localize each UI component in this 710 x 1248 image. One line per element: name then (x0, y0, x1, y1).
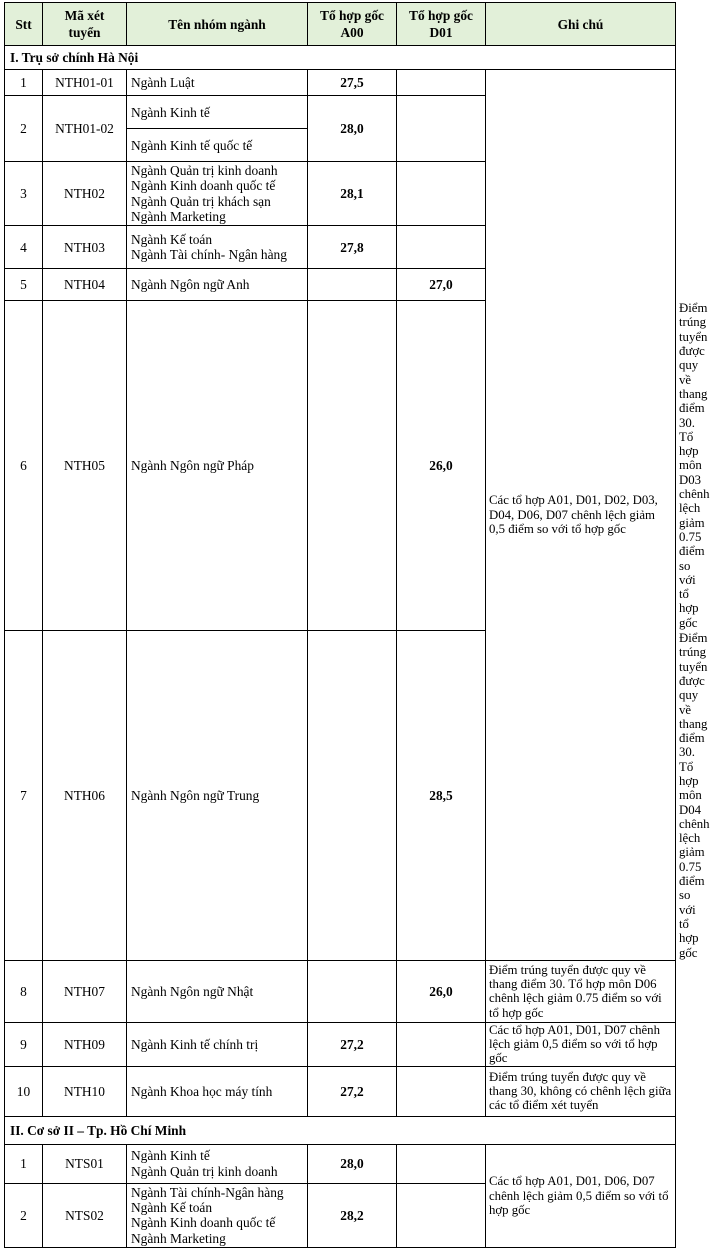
cell-d01 (397, 162, 486, 226)
cell-a00: 28,2 (308, 1183, 397, 1247)
cell-nganh: Ngành Luật (127, 70, 308, 96)
cell-a00: 27,2 (308, 1022, 397, 1066)
table-row: 6 NTH05 Ngành Ngôn ngữ Pháp 26,0 Điểm trúng tuyển được quy về thang điểm 30. Tổ hợp môn D03 chênh lệch giảm 0.75 điểm so với tổ hợp gốc (5, 301, 676, 631)
cell-ma: NTH05 (43, 301, 127, 631)
table-row (5, 960, 676, 1022)
note-group-hcm: Các tổ hợp A01, D01, D06, D07 chênh lệch giảm 0,5 điểm so với tổ hợp gốc (486, 1144, 676, 1247)
cell-d01 (397, 226, 486, 269)
cell-stt: 2 (5, 96, 43, 162)
header-ghi-chu: Ghi chú (486, 3, 676, 46)
cell-a00 (308, 960, 397, 1022)
cell-stt: 8 (5, 960, 43, 1022)
cell-nganh: Ngành Ngôn ngữ Trung (127, 631, 308, 961)
section-title-hcm: II. Cơ sở II – Tp. Hồ Chí Minh (5, 1116, 676, 1144)
nganh-line: Ngành Kinh doanh quốc tế (131, 178, 276, 194)
cell-stt: 4 (5, 226, 43, 269)
cell-stt: 1 (5, 1144, 43, 1183)
cell-ma: NTH04 (43, 269, 127, 301)
cell-nganh (127, 226, 308, 269)
header-d01: Tổ hợp gốc D01 (397, 3, 486, 46)
table-row (5, 1022, 676, 1066)
table-row (5, 1066, 676, 1116)
cell-nganh: Ngành Kinh tế chính trị (127, 1022, 308, 1066)
cell-nganh: Ngành Kinh tế quốc tế (127, 129, 308, 162)
cell-a00 (308, 301, 397, 631)
admission-score-table (4, 2, 710, 1248)
cell-d01 (397, 1066, 486, 1116)
cell-a00 (308, 631, 397, 961)
cell-nganh (127, 162, 308, 226)
table-row (5, 70, 676, 96)
cell-ma: NTS02 (43, 1183, 127, 1247)
cell-d01: 26,0 (397, 301, 486, 631)
cell-ma: NTH01-01 (43, 70, 127, 96)
nganh-line: Ngành Marketing (131, 1230, 226, 1246)
cell-a00 (308, 269, 397, 301)
table-row (5, 1144, 676, 1183)
cell-a00: 28,1 (308, 162, 397, 226)
cell-nganh: Ngành Khoa học máy tính (127, 1066, 308, 1116)
cell-d01 (397, 70, 486, 96)
table-header-row (5, 3, 676, 46)
cell-ma: NTH07 (43, 960, 127, 1022)
cell-a00: 28,0 (308, 96, 397, 162)
cell-d01 (397, 1022, 486, 1066)
cell-d01: 26,0 (397, 960, 486, 1022)
nganh-line: Ngành Kinh tế (131, 1148, 210, 1164)
header-stt: Stt (5, 3, 43, 46)
cell-nganh: Ngành Kinh tế (127, 96, 308, 129)
header-ten-nhom-nganh: Tên nhóm ngành (127, 3, 308, 46)
cell-d01: 28,5 (397, 631, 486, 961)
cell-stt: 5 (5, 269, 43, 301)
section-title-hanoi: I. Trụ sở chính Hà Nội (5, 46, 676, 70)
nganh-line: Ngành Kế toán (131, 1200, 213, 1216)
nganh-line: Ngành Marketing (131, 208, 226, 224)
cell-ma: NTH01-02 (43, 96, 127, 162)
cell-stt: 9 (5, 1022, 43, 1066)
cell-ma: NTH02 (43, 162, 127, 226)
cell-ma: NTS01 (43, 1144, 127, 1183)
note-group-hanoi: Các tổ hợp A01, D01, D02, D03, D04, D06, D07 chênh lệch giảm 0,5 điểm so với tổ hợp gốc (486, 70, 676, 961)
cell-nganh: Ngành Ngôn ngữ Nhật (127, 960, 308, 1022)
cell-a00: 27,8 (308, 226, 397, 269)
cell-ma: NTH10 (43, 1066, 127, 1116)
section-row (5, 1116, 676, 1144)
nganh-line: Ngành Kế toán (131, 231, 213, 247)
cell-stt: 6 (5, 301, 43, 631)
nganh-line: Ngành Tài chính- Ngân hàng (131, 247, 287, 263)
cell-d01 (397, 1144, 486, 1183)
nganh-line: Ngành Quản trị kinh doanh (131, 1163, 278, 1179)
section-row (5, 46, 676, 70)
cell-d01 (397, 1183, 486, 1247)
cell-stt: 3 (5, 162, 43, 226)
cell-nganh (127, 1144, 308, 1183)
note-nth09: Các tổ hợp A01, D01, D07 chênh lệch giảm 0,5 điểm so với tổ hợp gốc (486, 1022, 676, 1066)
header-a00: Tổ hợp gốc A00 (308, 3, 397, 46)
cell-ma: NTH09 (43, 1022, 127, 1066)
cell-stt: 1 (5, 70, 43, 96)
cell-a00: 27,5 (308, 70, 397, 96)
nganh-line: Ngành Quản trị khách sạn (131, 193, 271, 209)
cell-nganh: Ngành Ngôn ngữ Anh (127, 269, 308, 301)
cell-stt: 10 (5, 1066, 43, 1116)
cell-nganh: Ngành Ngôn ngữ Pháp (127, 301, 308, 631)
cell-stt: 7 (5, 631, 43, 961)
cell-stt: 2 (5, 1183, 43, 1247)
cell-a00: 28,0 (308, 1144, 397, 1183)
nganh-line: Ngành Tài chính-Ngân hàng (131, 1184, 284, 1200)
nganh-line: Ngành Kinh doanh quốc tế (131, 1215, 276, 1231)
cell-ma: NTH06 (43, 631, 127, 961)
table-row: 7 NTH06 Ngành Ngôn ngữ Trung 28,5 Điểm trúng tuyển được quy về thang điểm 30. Tổ hợp môn D04 chênh lệch giảm 0.75 điểm so với tổ hợp gốc (5, 631, 676, 961)
cell-nganh (127, 1183, 308, 1247)
cell-d01 (397, 96, 486, 162)
note-nth07: Điểm trúng tuyển được quy về thang điểm 30. Tổ hợp môn D06 chênh lệch giảm 0.75 điểm so với tổ hợp gốc (486, 960, 676, 1022)
cell-d01: 27,0 (397, 269, 486, 301)
note-nth10: Điểm trúng tuyển được quy về thang 30, không có chênh lệch giữa các tổ điểm xét tuyển (486, 1066, 676, 1116)
header-ma-xet-tuyen: Mã xét tuyển (43, 3, 127, 46)
cell-a00: 27,2 (308, 1066, 397, 1116)
cell-ma: NTH03 (43, 226, 127, 269)
nganh-line: Ngành Quản trị kinh doanh (131, 163, 278, 178)
